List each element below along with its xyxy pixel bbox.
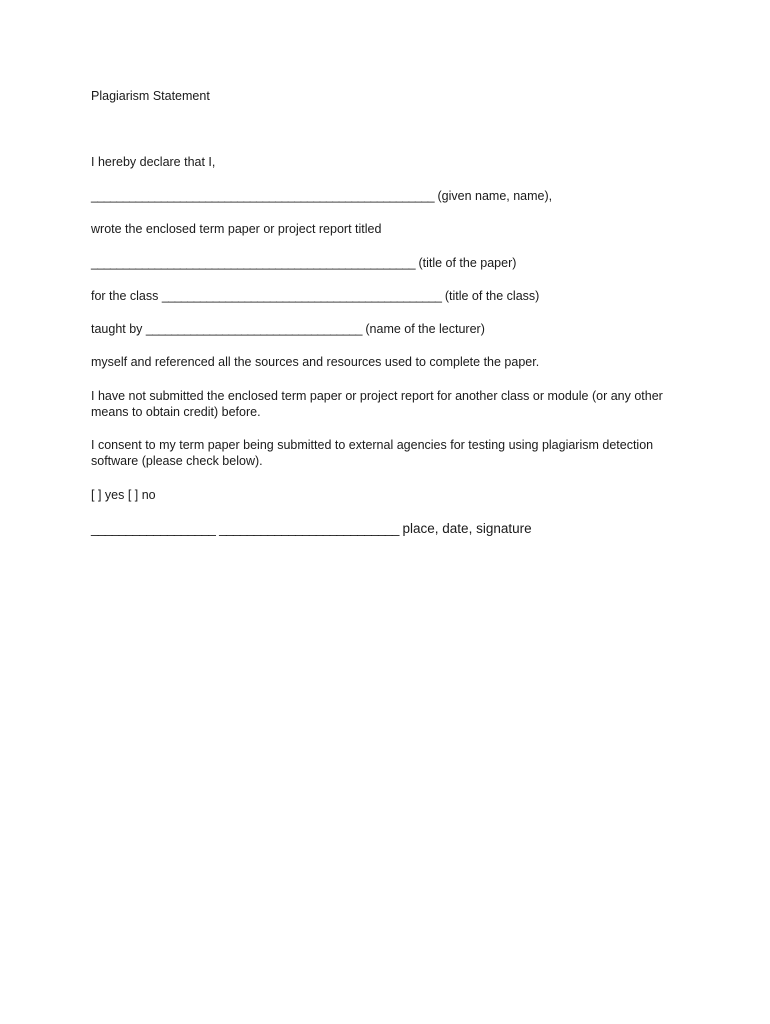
lecturer-name-label: (name of the lecturer): [365, 322, 485, 336]
taught-prefix: taught by: [91, 322, 143, 336]
given-name-blank[interactable]: ______________________________________________________: [91, 189, 435, 203]
class-row: [91, 288, 691, 304]
class-prefix: for the class: [91, 289, 159, 303]
declaration-line: I hereby declare that I,: [91, 155, 216, 169]
place-date-blank[interactable]: __________________: [91, 521, 216, 536]
lecturer-name-blank[interactable]: __________________________________: [145, 322, 362, 336]
not-submitted-paragraph: I have not submitted the enclosed term paper or project report for another class or module (or any other means to obtain credit) before.: [91, 389, 663, 419]
signature-row: [91, 521, 691, 537]
document-title: Plagiarism Statement: [91, 89, 210, 103]
paper-title-row: [91, 255, 691, 271]
lecturer-row: [91, 321, 691, 337]
given-name-label: (given name, name),: [437, 189, 553, 203]
yes-no-checkboxes[interactable]: [ ] yes [ ] no: [91, 488, 156, 502]
sources-line: myself and referenced all the sources and resources used to complete the paper.: [91, 355, 540, 369]
signature-label: place, date, signature: [402, 521, 532, 536]
signature-blank[interactable]: __________________________: [219, 521, 399, 536]
wrote-line: wrote the enclosed term paper or project report titled: [91, 222, 382, 236]
paper-title-blank[interactable]: ___________________________________________________: [91, 256, 415, 270]
class-title-label: (title of the class): [444, 289, 540, 303]
given-name-row: [91, 188, 691, 204]
consent-paragraph: I consent to my term paper being submitted to external agencies for testing using plagiarism detection software (please check below).: [91, 438, 654, 468]
paper-title-label: (title of the paper): [418, 256, 517, 270]
class-title-blank[interactable]: ____________________________________________: [161, 289, 442, 303]
